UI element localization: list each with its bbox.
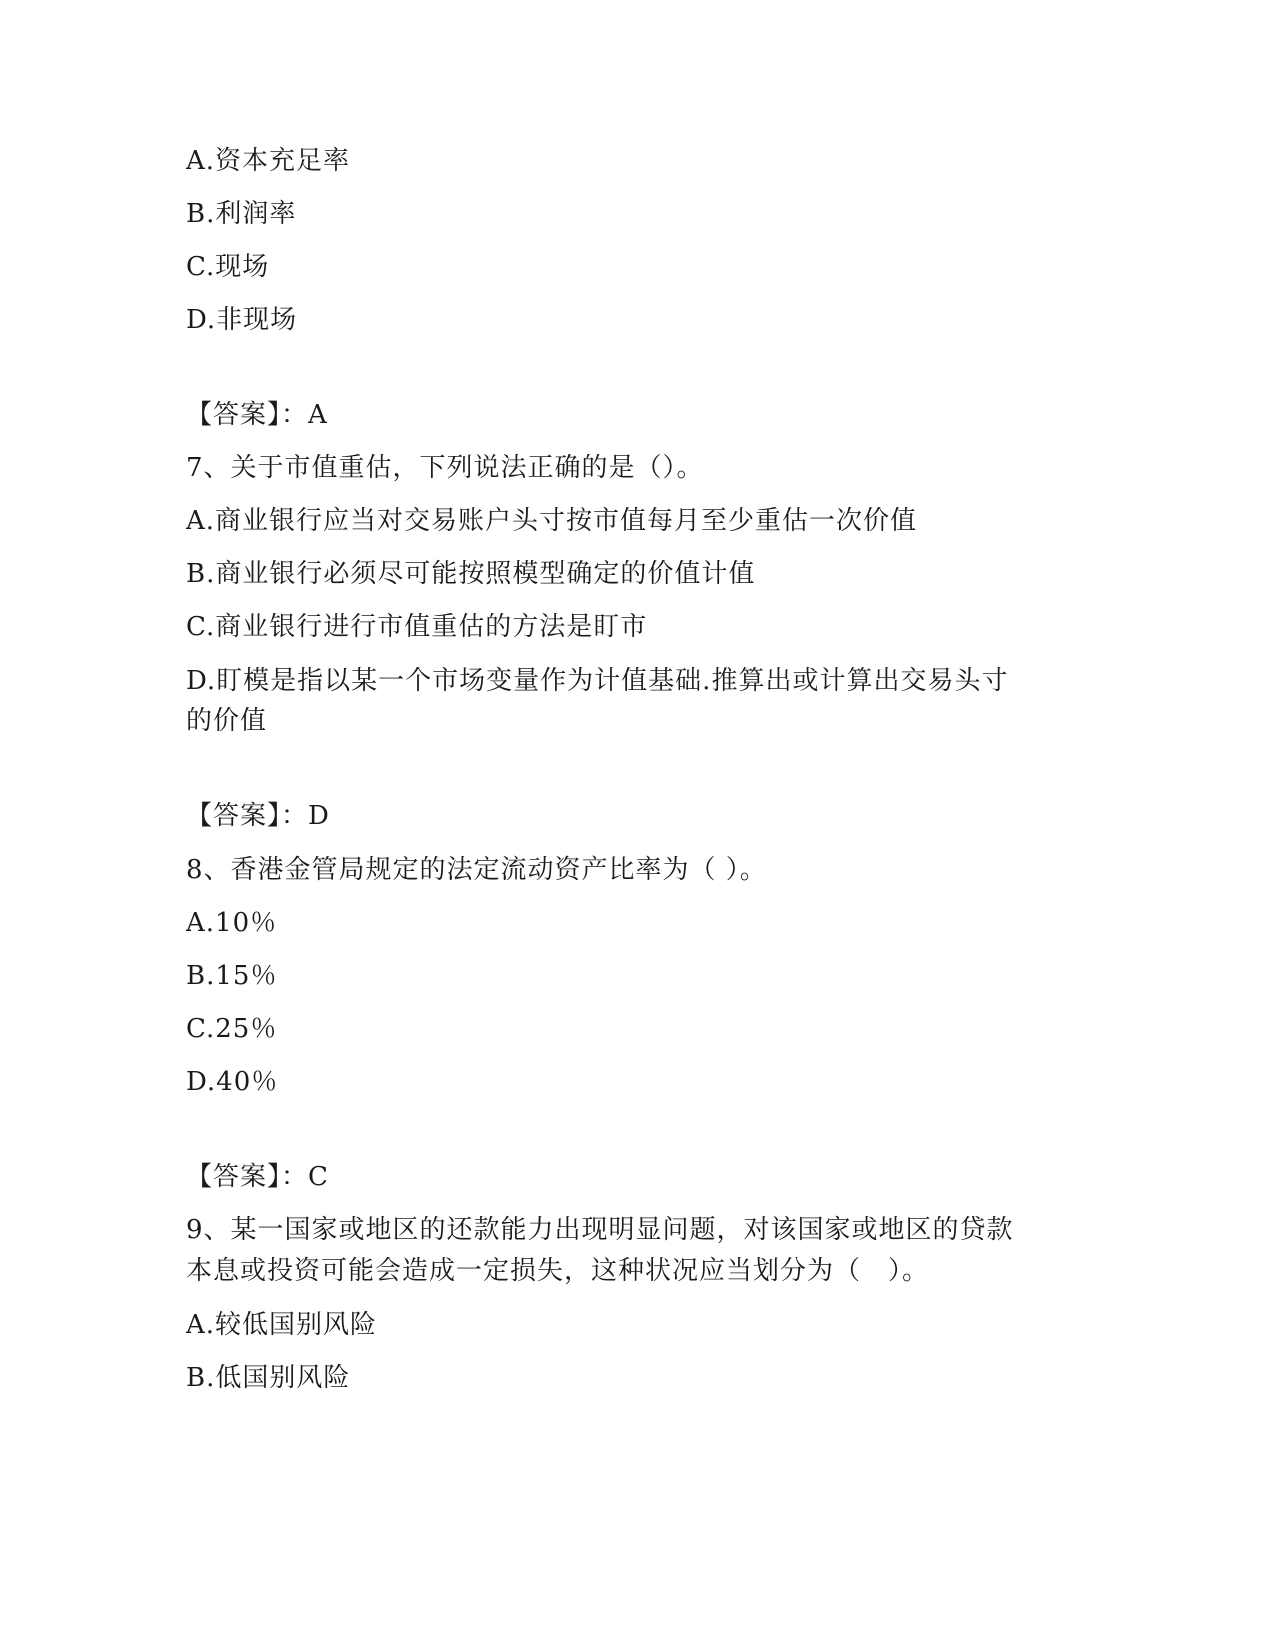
q9-option-b: B.低国别风险 bbox=[186, 1363, 351, 1393]
q6-option-c: C.现场 bbox=[186, 252, 270, 282]
q6-option-b: B.利润率 bbox=[186, 199, 297, 229]
q9-option-a: A.较低国别风险 bbox=[186, 1310, 378, 1340]
q9-stem-line1: 9、某一国家或地区的还款能力出现明显问题，对该国家或地区的贷款 bbox=[186, 1215, 1014, 1245]
q8-option-d: D.40％ bbox=[186, 1067, 279, 1097]
q9-stem-line2: 本息或投资可能会造成一定损失，这种状况应当划分为（ ）。 bbox=[186, 1256, 930, 1286]
q7-answer: 【答案】：D bbox=[186, 801, 330, 831]
q8-answer: 【答案】：C bbox=[186, 1162, 329, 1192]
q8-option-c: C.25％ bbox=[186, 1014, 278, 1044]
q8-stem: 8、香港金管局规定的法定流动资产比率为（ ）。 bbox=[186, 855, 767, 885]
q7-option-d-line2: 的价值 bbox=[186, 706, 268, 736]
q7-option-b: B.商业银行必须尽可能按照模型确定的价值计值 bbox=[186, 559, 756, 589]
q7-option-d-line1: D.盯模是指以某一个市场变量作为计值基础.推算出或计算出交易头寸 bbox=[186, 666, 1009, 696]
q8-option-a: A.10％ bbox=[186, 908, 278, 938]
q6-option-d: D.非现场 bbox=[186, 305, 298, 335]
q8-option-b: B.15％ bbox=[186, 961, 278, 991]
q6-answer: 【答案】：A bbox=[186, 400, 328, 430]
q7-option-a: A.商业银行应当对交易账户头寸按市值每月至少重估一次价值 bbox=[186, 506, 918, 536]
q7-stem: 7、关于市值重估，下列说法正确的是（）。 bbox=[186, 453, 704, 483]
q6-option-a: A.资本充足率 bbox=[186, 146, 351, 176]
q7-option-c: C.商业银行进行市值重估的方法是盯市 bbox=[186, 612, 648, 642]
